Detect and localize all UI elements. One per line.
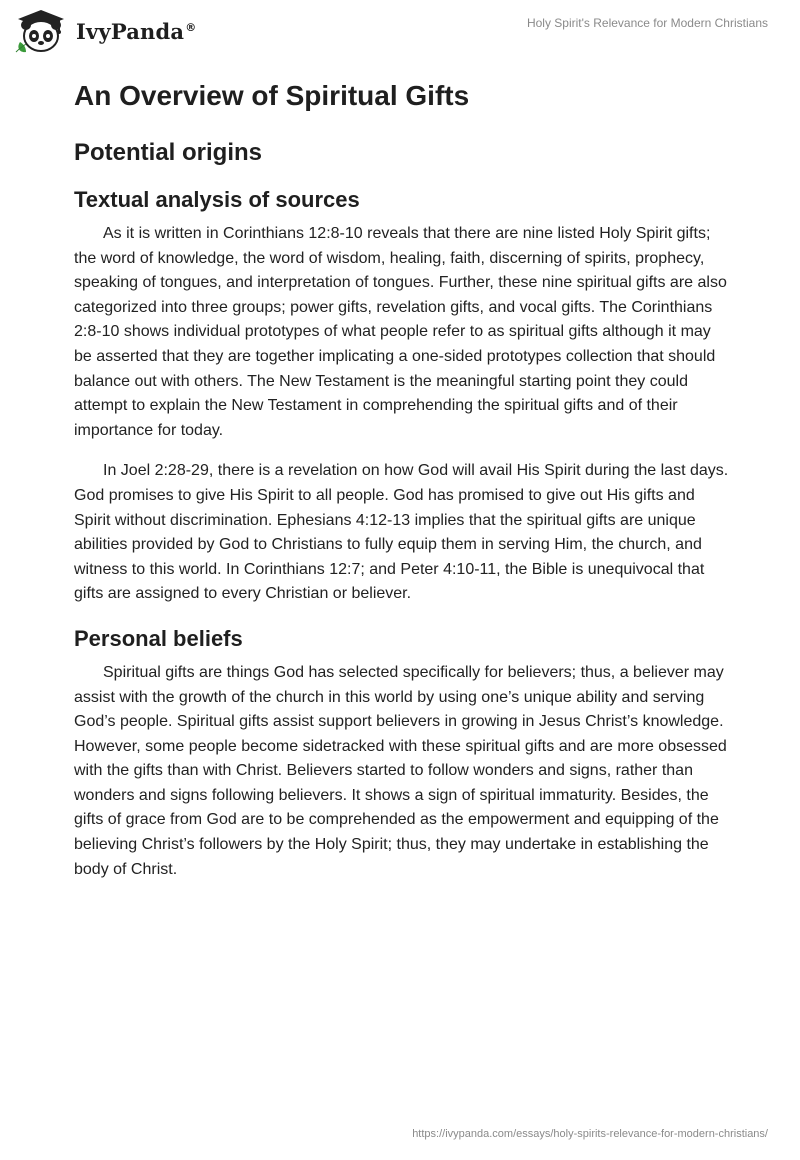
brand-name: IvyPanda® bbox=[76, 18, 197, 44]
document-title: Holy Spirit's Relevance for Modern Christians bbox=[526, 16, 768, 30]
article-title: An Overview of Spiritual Gifts bbox=[74, 80, 470, 111]
section-heading-personal-beliefs: Personal beliefs bbox=[74, 625, 243, 651]
registered-mark: ® bbox=[185, 20, 197, 34]
article-content bbox=[74, 70, 730, 898]
paragraph: Spiritual gifts are things God has selected specifically for believers; thus, a believer may assist with the growth of the church in this world by using one’s unique ability and serving God’s people. Spiritual gifts assist support believers in growing in Jesus Christ’s knowledge. However, some people become sidetracked with these spiritual gifts and are more obsessed with the gifts than with Christ. Believers started to follow wonders and signs, rather than wonders and signs following believers. It shows a sign of spiritual immaturity. Besides, the gifts of grace from God are to be comprehended as the empowerment and equipping of the believing Christ’s followers by the Holy Spirit; thus, they may undertake in establishing the body of Christ. bbox=[74, 663, 727, 878]
source-url[interactable]: https://ivypanda.com/essays/holy-spirits-relevance-for-modern-christians/ bbox=[412, 1128, 768, 1140]
panda-logo-icon bbox=[14, 8, 68, 54]
paragraph: As it is written in Corinthians 12:8-10 reveals that there are nine listed Holy Spirit gifts; the word of knowledge, the word of wisdom, healing, faith, discerning of spirits, prophecy, speaking of tongues, and interpretation of tongues. Further, these nine spiritual gifts are also categorized into three groups; power gifts, revelation gifts, and vocal gifts. The Corinthians 2:8-10 shows individual prototypes of what people refer to as spiritual gifts although it may be asserted that they are together implicating a one-sided prototypes collection that should balance out with others. The New Testament is the meaningful starting point they could attempt to explain the New Testament in comprehending the spiritual gifts and of their importance for today. bbox=[74, 225, 727, 439]
section-heading-potential-origins: Potential origins bbox=[74, 139, 263, 166]
paragraph: In Joel 2:28-29, there is a revelation on how God will avail His Spirit during the last days. God promises to give His Spirit to all people. God has promised to give out His gifts and Spirit without discrimination. Ephesians 4:12-13 implies that the spiritual gifts are unique abilities provided by God to Christians to fully equip them in serving Him, the church, and witness to this world. In Corinthians 12:7; and Peter 4:10-11, the Bible is unequivocal that gifts are assigned to every Christian or believer. bbox=[74, 462, 729, 603]
ivypanda-logo[interactable] bbox=[14, 8, 196, 54]
page-header bbox=[0, 0, 800, 60]
subsection-heading-textual-analysis: Textual analysis of sources bbox=[74, 187, 360, 212]
